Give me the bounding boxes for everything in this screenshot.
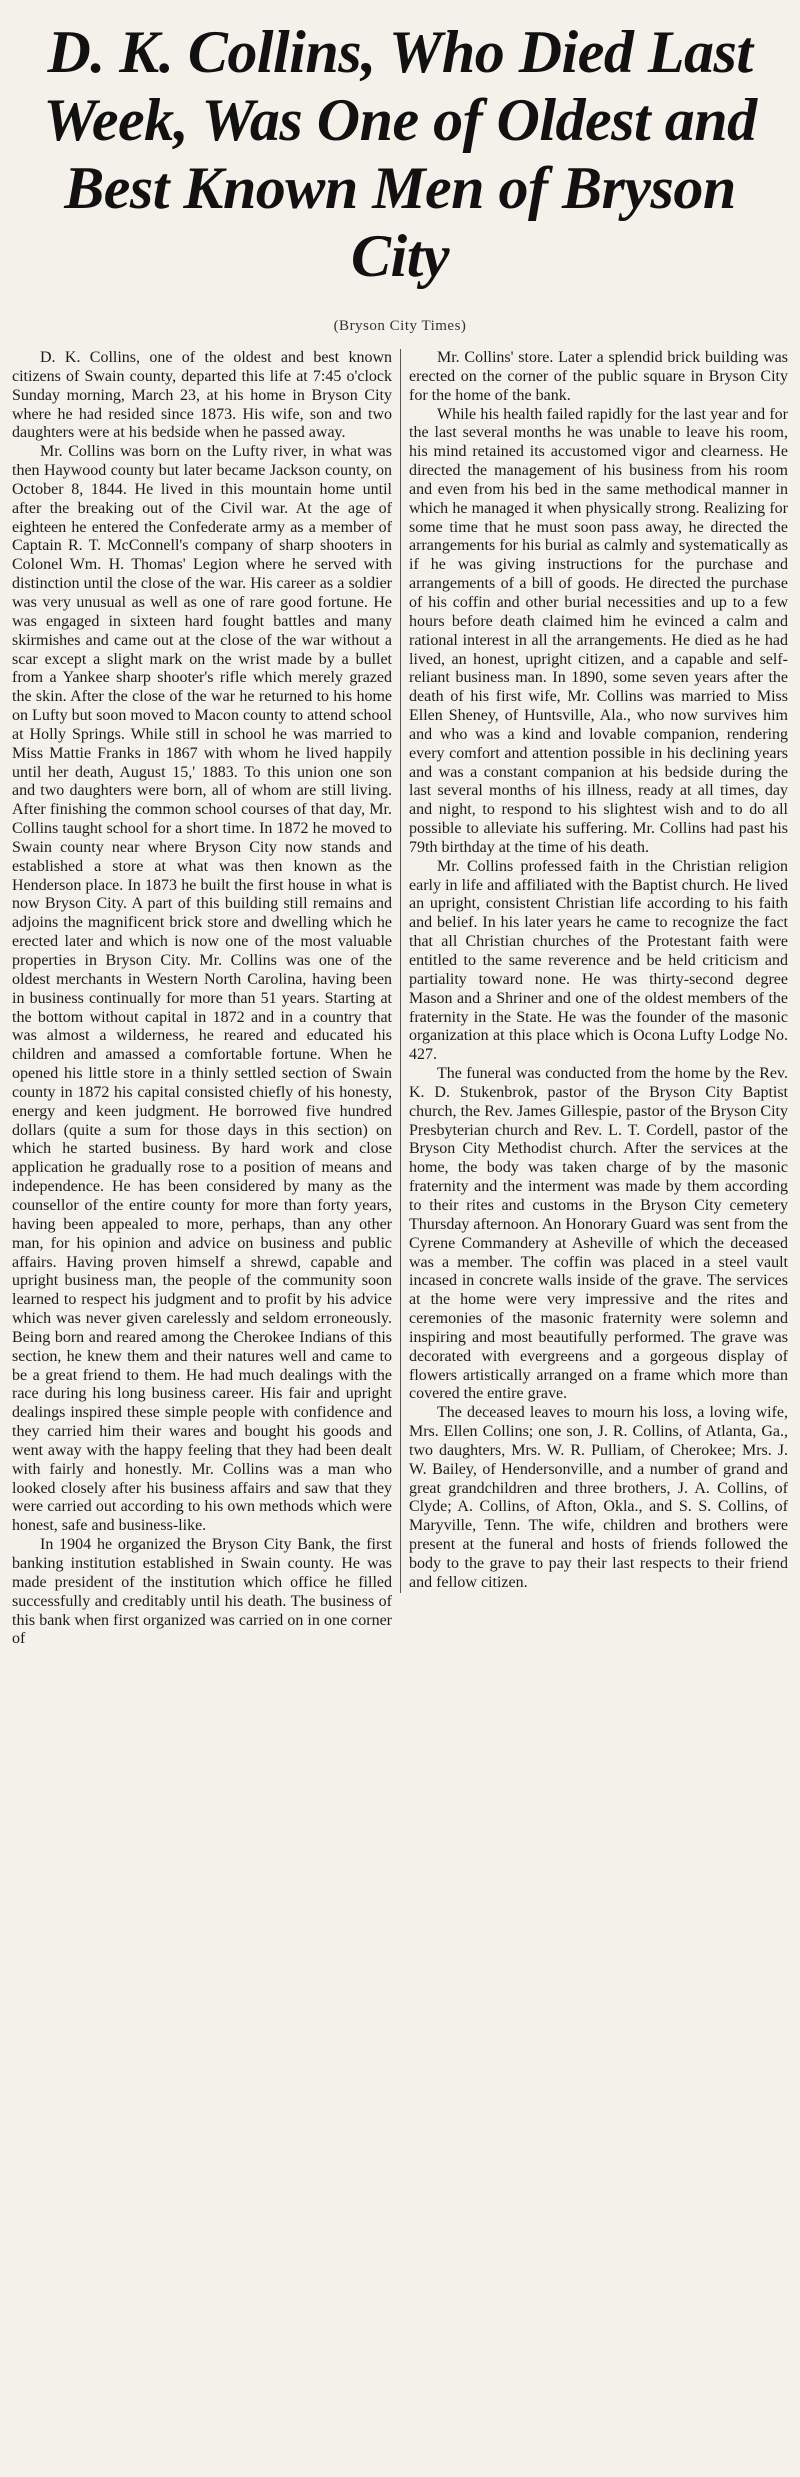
- left-column: [12, 349, 400, 1649]
- article-body: [12, 349, 788, 1649]
- paragraph: The funeral was conducted from the home by the Rev. K. D. Stukenbrok, pastor of the Bryson City Baptist church, the Rev. James Gillespie, pastor of the Bryson City Presbyterian church and Rev. L. T. Cordell, pastor of the Bryson City Methodist church. After the services at the home, the body was taken charge of by the masonic fraternity and the interment was made by them according to their rites and customs in the Bryson City cemetery Thursday afternoon. An Honorary Guard was sent from the Cyrene Commandery at Asheville of which the deceased was a member. The coffin was placed in a steel vault incased in concrete walls inside of the grave. The services at the home were very impressive and the rites and ceremonies of the masonic fraternity were solemn and inspiring and most beautifully performed. The grave was decorated with evergreens and a gorgeous display of flowers artistically arranged on a frame which more than covered the entire grave.: [409, 1065, 789, 1403]
- paragraph: In 1904 he organized the Bryson City Bank, the first banking institution established in Swain county. He was made president of the institution which office he filled successfully and creditably until his death. The business of this bank when first organized was carried on in one corner of: [12, 1536, 392, 1648]
- paragraph: Mr. Collins' store. Later a splendid brick building was erected on the corner of the public square in Bryson City for the home of the bank.: [409, 349, 788, 404]
- paragraph: Mr. Collins professed faith in the Christian religion early in life and affiliated with the Baptist church. He lived an upright, consistent Christian life according to his faith and belief. In his later years he came to recognize the fact that all Christian churches of the Protestant faith were entitled to the same reverence and be held criticism and partiality toward none. He was thirty-second degree Mason and a Shriner and one of the oldest members of the fraternity in the State. He was the founder of the masonic organization at this place which is Ocona Lufty Lodge No. 427.: [409, 857, 788, 1064]
- paragraph: D. K. Collins, one of the oldest and best known citizens of Swain county, departed this life at 7:45 o'clock Sunday morning, March 23, at his home in Bryson City where he had resided since 1873. His wife, son and two daughters were at his bedside when he passed away.: [12, 349, 392, 442]
- article-headline: D. K. Collins, Who Died Last Week, Was One of Oldest and Best Known Men of Bryson City: [43, 19, 757, 289]
- article-source: (Bryson City Times): [333, 318, 467, 334]
- paragraph: The deceased leaves to mourn his loss, a loving wife, Mrs. Ellen Collins; one son, J. R. Collins, of Atlanta, Ga., two daughters, Mrs. W. R. Pulliam, of Cherokee; Mrs. J. W. Bailey, of Hendersonville, and a number of grand and great grandchildren and three brothers, J. A. Collins, of Clyde; A. Collins, of Afton, Okla., and S. S. Collins, of Maryville, Tenn. The wife, children and brothers were present at the funeral and hosts of friends followed the body to the grave to pay their last respects to their friend and fellow citizen.: [409, 1404, 788, 1591]
- right-column: [400, 349, 788, 1593]
- paragraph: Mr. Collins was born on the Lufty river, in what was then Haywood county but later became Jackson county, on October 8, 1844. He lived in this mountain home until after the breaking out of the Civil war. At the age of eighteen he entered the Confederate army as a member of Captain R. T. McConnell's company of sharp shooters in Colonel Wm. H. Thomas' Legion where he served with distinction until the close of the war. His career as a soldier was very unusual as well as one of rare good fortune. He was engaged in sixteen hard fought battles and many skirmishes and came out at the close of the war without a scar except a slight mark on the wrist made by a bullet from a Yankee sharp shooter's rifle which merely grazed the skin. After the close of the war he returned to his home on Lufty but soon moved to Macon county to attend school at Holly Springs. While still in school he was married to Miss Mattie Franks in 1867 with whom he lived happily until her death, August 15,' 1883. To this union one son and two daughters were born, all of whom are still living. After finishing the common school courses of that day, Mr. Collins taught school for a short time. In 1872 he moved to Swain county near where Bryson City now stands and established a store at what was then known as the Henderson place. In 1873 he built the first house in what is now Bryson City. A part of this building still remains and adjoins the magnificent brick store and dwelling which he erected later and which is now one of the most valuable properties in Bryson City. Mr. Collins was one of the oldest merchants in Western North Carolina, having been in business continually for more than 51 years. Starting at the bottom without capital in 1872 and in a country that was almost a wilderness, he reared and educated his children and amassed a comfortable fortune. When he opened his little store in a thinly settled section of Swain county in 1872 his capital consisted chiefly of his honesty, energy and keen judgment. He borrowed five hundred dollars (quite a sum for those days in this section) on which he started business. By hard work and close application he gradually rose to a position of means and independence. He has been considered by many as the counsellor of the entire county for more than forty years, having been appealed to more, perhaps, than any other man, for his opinion and advice on business and public affairs. Having proven himself a shrewd, capable and upright business man, the people of the community soon learned to respect his judgment and to profit by his advice which was never given carelessly and seldom erroneously. Being born and reared among the Cherokee Indians of this section, he knew them and their natures well and came to be a great friend to them. He had much dealings with the race during his long business career. His fair and upright dealings inspired these simple people with confidence and they carried him their wares and bought his goods and went away with the happy feeling that they had been dealt with fairly and honestly. Mr. Collins was a man who looked closely after his business affairs and saw that they were carried out according to his own methods which were honest, safe and business-like.: [12, 443, 392, 1535]
- paragraph: While his health failed rapidly for the last year and for the last several months he was unable to leave his room, his mind retained its accustomed vigor and clearness. He directed the management of his business from his room and even from his bed in the same methodical manner in which he managed it when physically strong. Realizing for some time that he must soon pass away, he directed the arrangements for his burial as calmly and systematically as if he was giving instructions for the purchase and arrangements of a bill of goods. He directed the purchase of his coffin and other burial necessities and up to a few hours before death claimed him he evinced a calm and rational interest in all the arrangements. He died as he had lived, an honest, upright citizen, and a capable and self-reliant business man. In 1890, some seven years after the death of his first wife, Mr. Collins was married to Miss Ellen Sheney, of Huntsville, Ala., who now survives him and who was a kind and lovable companion, rendering every comfort and attention possible in his declining years and was a constant companion at his bedside during the last several months of his illness, ready at all times, day and night, to respond to his slightest wish and to do all possible to alleviate his suffering. Mr. Collins had past his 79th birthday at the time of his death.: [409, 405, 788, 856]
